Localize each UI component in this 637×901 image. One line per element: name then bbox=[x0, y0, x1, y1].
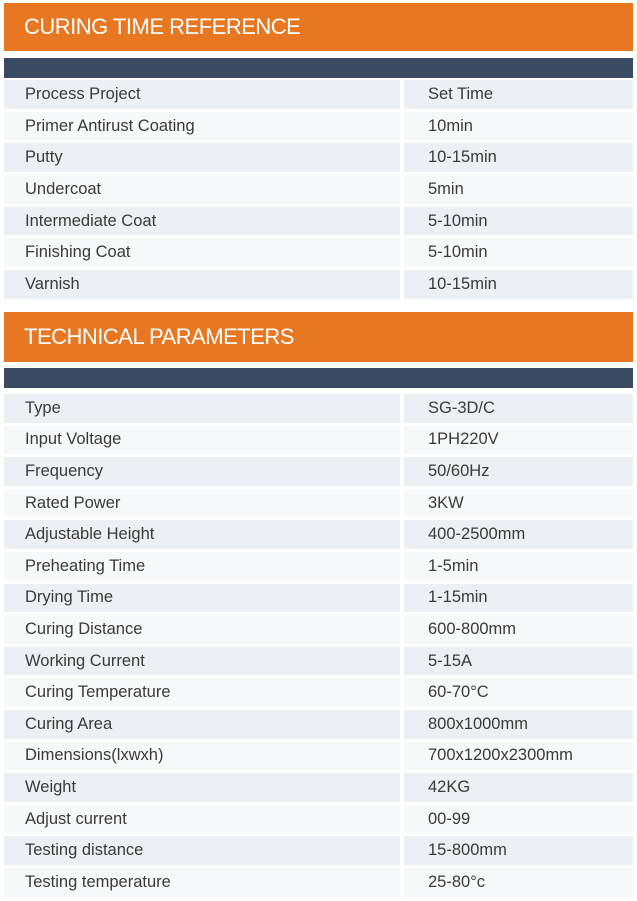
technical-parameters-header bbox=[4, 312, 633, 362]
row-label: Putty bbox=[4, 143, 400, 172]
table-row bbox=[4, 457, 633, 489]
row-value: 3KW bbox=[404, 489, 633, 518]
table-row bbox=[4, 520, 633, 552]
row-label: Type bbox=[4, 394, 400, 423]
row-label: Preheating Time bbox=[4, 552, 400, 581]
table-row bbox=[4, 426, 633, 458]
row-label: Primer Antirust Coating bbox=[4, 112, 400, 141]
table-row bbox=[4, 678, 633, 710]
row-label: Drying Time bbox=[4, 584, 400, 613]
row-label: Working Current bbox=[4, 647, 400, 676]
table-row bbox=[4, 80, 633, 112]
row-value: 1PH220V bbox=[404, 426, 633, 455]
row-value: 10min bbox=[404, 112, 633, 141]
row-label: Process Project bbox=[4, 80, 400, 109]
row-label: Finishing Coat bbox=[4, 238, 400, 267]
table-row bbox=[4, 489, 633, 521]
row-value: 5-15A bbox=[404, 647, 633, 676]
row-value: 5min bbox=[404, 175, 633, 204]
row-value: 1-5min bbox=[404, 552, 633, 581]
row-label: Adjust current bbox=[4, 805, 400, 834]
row-label: Undercoat bbox=[4, 175, 400, 204]
table-row bbox=[4, 112, 633, 144]
table-row bbox=[4, 805, 633, 837]
row-value: 600-800mm bbox=[404, 615, 633, 644]
row-value: 60-70°C bbox=[404, 678, 633, 707]
table-row bbox=[4, 868, 633, 900]
row-value: 25-80°c bbox=[404, 868, 633, 897]
row-label: Input Voltage bbox=[4, 426, 400, 455]
row-value: 10-15min bbox=[404, 143, 633, 172]
table-row bbox=[4, 143, 633, 175]
technical-parameters-table bbox=[4, 394, 633, 900]
curing-time-title: CURING TIME REFERENCE bbox=[24, 14, 301, 39]
table-row bbox=[4, 836, 633, 868]
table-row bbox=[4, 615, 633, 647]
table-row bbox=[4, 647, 633, 679]
technical-parameters-title: TECHNICAL PARAMETERS bbox=[24, 324, 294, 349]
technical-parameters-divider-bar bbox=[4, 368, 633, 388]
curing-time-table bbox=[4, 80, 633, 302]
row-label: Testing distance bbox=[4, 836, 400, 865]
row-label: Curing Temperature bbox=[4, 678, 400, 707]
table-row bbox=[4, 584, 633, 616]
curing-time-header bbox=[4, 3, 633, 51]
row-value: SG-3D/C bbox=[404, 394, 633, 423]
table-row bbox=[4, 175, 633, 207]
row-label: Frequency bbox=[4, 457, 400, 486]
row-value: 42KG bbox=[404, 773, 633, 802]
table-row bbox=[4, 207, 633, 239]
row-label: Curing Area bbox=[4, 710, 400, 739]
row-label: Varnish bbox=[4, 270, 400, 299]
row-value: 800x1000mm bbox=[404, 710, 633, 739]
table-row bbox=[4, 773, 633, 805]
row-value: 10-15min bbox=[404, 270, 633, 299]
row-label: Curing Distance bbox=[4, 615, 400, 644]
table-row bbox=[4, 270, 633, 302]
row-value: 00-99 bbox=[404, 805, 633, 834]
row-value: 5-10min bbox=[404, 238, 633, 267]
row-value: 50/60Hz bbox=[404, 457, 633, 486]
row-value: 5-10min bbox=[404, 207, 633, 236]
table-row bbox=[4, 742, 633, 774]
row-label: Adjustable Height bbox=[4, 520, 400, 549]
row-value: 15-800mm bbox=[404, 836, 633, 865]
row-value: 400-2500mm bbox=[404, 520, 633, 549]
row-value: Set Time bbox=[404, 80, 633, 109]
table-row bbox=[4, 238, 633, 270]
row-label: Rated Power bbox=[4, 489, 400, 518]
row-label: Dimensions(lxwxh) bbox=[4, 742, 400, 771]
curing-time-divider-bar bbox=[4, 58, 633, 78]
row-label: Weight bbox=[4, 773, 400, 802]
row-value: 700x1200x2300mm bbox=[404, 742, 633, 771]
row-label: Testing temperature bbox=[4, 868, 400, 897]
row-value: 1-15min bbox=[404, 584, 633, 613]
row-label: Intermediate Coat bbox=[4, 207, 400, 236]
table-row bbox=[4, 710, 633, 742]
table-row bbox=[4, 552, 633, 584]
table-row bbox=[4, 394, 633, 426]
